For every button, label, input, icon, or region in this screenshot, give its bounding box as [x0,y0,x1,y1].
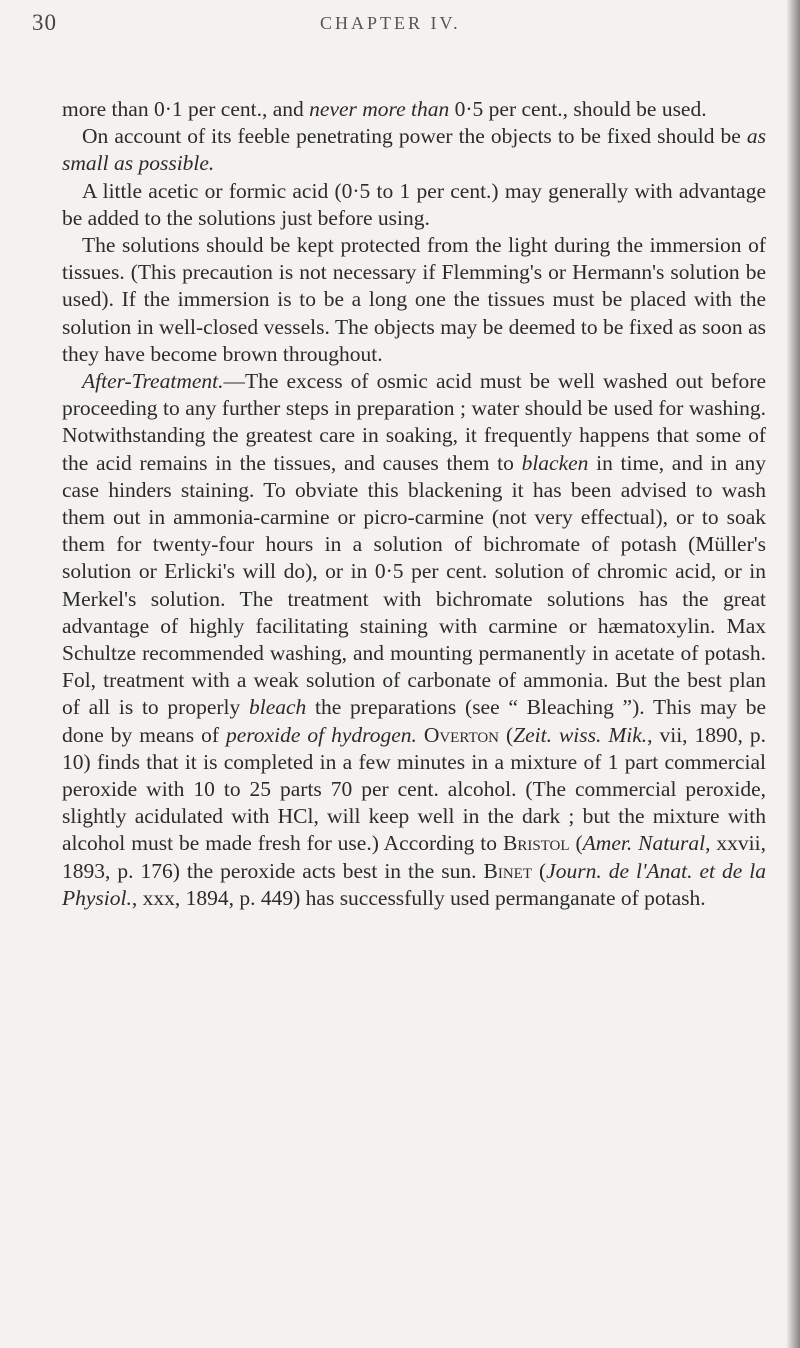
text-run: , xxvii, 1893, p. 176) the peroxide acts best in the sun. [62,831,766,883]
text-run: The solutions should be kept protected from the light during the immersion of tissues. (This precaution is not necessary if Flemming's or Hermann's solution be used). If the immersion is to be a long one the tissues must be placed with the solution in well-closed vessels. The objects may be deemed to be fixed as soon as they have become brown throughout. [62,233,766,366]
text-run: A little acetic or formic acid (0·5 to 1 per cent.) may generally with advantage be added to the solutions just before using. [62,178,766,230]
text-run: , xxx, 1894, p. 449) has successfully used permanganate of potash. [131,885,706,910]
body-text [62,96,766,912]
page-edge-shadow [786,0,800,1348]
author-name: Bristol [502,831,570,856]
text-run: ( [532,858,547,883]
running-head [32,4,766,54]
paragraph [62,123,766,177]
author-name: Binet [483,858,533,883]
italic-text: Zeit. wiss. Mik. [513,722,648,747]
italic-text: bleach [248,695,307,720]
italic-text: Journ. de l'Anat. et de la Physiol. [62,858,766,910]
text-run: ( [499,722,514,747]
italic-text: never more than [309,97,450,121]
italic-text: peroxide of hydrogen. [226,722,417,747]
book-page [32,0,766,912]
text-run: —The excess of osmic acid must be well washed out before proceeding to any further steps in preparation ; water should be used for washing. Notwithstanding the greatest care in soaking, it frequently happens that some of the acid remains in the tissues, and causes them to [62,369,766,475]
italic-text: After-Treatment. [82,369,224,394]
paragraph [62,96,766,123]
author-name: Overton [423,722,500,747]
italic-text: blacken [521,450,589,475]
text-run: the preparations (see “ Bleaching ”). This may be done by means of [62,695,766,747]
paragraph [62,368,766,912]
text-run [417,723,424,747]
text-run: in time, and in any case hinders staining. To obviate this blackening it has been advised to wash them out in ammonia-carmine or picro-carmine (not very effectual), or to soak them for twenty-four hours in a solution of bichromate of potash (Müller's solution or Erlicki's will do), or in 0·5 per cent. solution of chromic acid, or in Merkel's solution. The treatment with bichromate solutions has the great advantage of highly facilitating staining with carmine or hæmatoxylin. Max Schultze recommended washing, and mounting permanently in acetate of potash. Fol, treatment with a weak solution of carbonate of ammonia. But the best plan of all is to properly [62,450,766,720]
italic-text: Amer. Natural [582,831,706,856]
text-run: ( [569,831,583,856]
chapter-heading: CHAPTER IV. [320,13,461,33]
page-number: 30 [32,10,57,35]
paragraph [62,232,766,368]
text-run: more than 0·1 per cent., and [62,97,310,121]
italic-text: as small as possible. [62,124,766,176]
text-run: , vii, 1890, p. 10) finds that it is completed in a few minutes in a mixture of 1 part commercial peroxide with 10 to 25 parts 70 per cent. alcohol. (The commercial peroxide, slightly acidulated with HCl, will keep well in the dark ; but the mixture with alcohol must be made fresh for use.) According to [62,722,766,856]
paragraph [62,178,766,232]
text-run: 0·5 per cent., should be used. [449,97,707,121]
text-run: On account of its feeble penetrating power the objects to be fixed should be [82,124,747,149]
